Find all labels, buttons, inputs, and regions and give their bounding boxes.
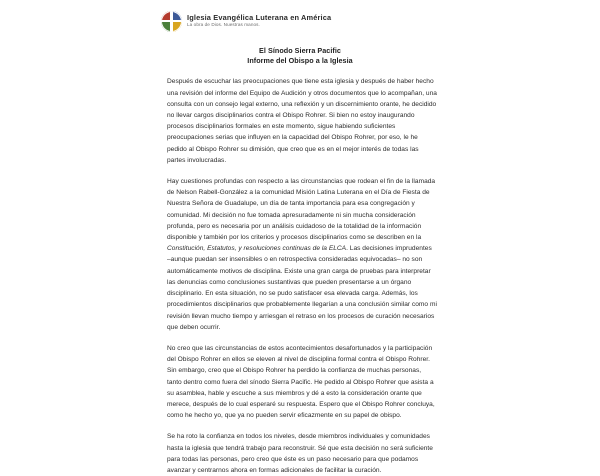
document-body bbox=[167, 76, 437, 476]
paragraph-2 bbox=[167, 176, 437, 333]
paragraph-1: Después de escuchar las preocupaciones que tiene esta iglesia y después de haber hecho una revisión del informe del Equipo de Audición y otros documentos que lo acompañan, una consulta con un consejo legal externo, una reflexión y un discernimiento orante, he decidido no llevar cargos disciplinarios contra el Obispo Rohrer. Si bien no estoy inaugurando procesos disciplinarios formales en este momento, sigue habiendo suficientes preocupaciones serias que influyen en la capacidad del Obispo Rohrer, por eso, le he pedido al Obispo Rohrer su dimisión, que creo que es en el mejor interés de todas las partes involucradas. bbox=[167, 78, 437, 164]
paragraph-4: Se ha roto la confianza en todos los niveles, desde miembros individuales y comunidades hasta la iglesia que tendrá trabajo para reconstruir. Sé que esta decisión no será suficiente para todas las personas, pero creo que éste es un paso necesario para que podamos avanzar y centrarnos ahora en formas adicionales de facilitar la curación. bbox=[167, 433, 433, 474]
paragraph-3: No creo que las circunstancias de estos acontecimientos desafortunados y la participación del Obispo Rohrer en ellos se eleven al nivel de disciplina formal contra el Obispo Rohrer. Sin embargo, creo que el Obispo Rohrer ha perdido la confianza de muchas personas, tanto dentro como fuera del sínodo Sierra Pacific. He pedido al Obispo Rohrer que asista a su asamblea, hable y escuche a sus miembros y dé a esto la consideración orante que merece, después de lo cual esperaré su respuesta. Espero que el Obispo Rohrer concluya, como he hecho yo, que ya no pueden servir eficazmente en su papel de obispo. bbox=[167, 344, 435, 420]
document-subtitle: Informe del Obispo a la Iglesia bbox=[247, 55, 353, 65]
paragraph-2-text-before-citation: Hay cuestiones profundas con respecto a las circunstancias que rodean el fin de la llamada de Nelson Rabell-González a la comunidad Misión Latina Luterana en el Día de Fiesta de Nuestra Señora de Guadalupe, un día de tanta importancia para esa congregación y comunidad. Mi decisión no fue tomada apresuradamente ni sin mucha consideración profunda, pero es necesaria por un análisis cuidadoso de la totalidad de la información disponible y también por los criterios y procesos disciplinarios como se describen en la bbox=[167, 178, 436, 242]
wordmark bbox=[187, 14, 331, 28]
elca-circle-cross-logo-icon bbox=[161, 11, 182, 32]
document-title: El Sínodo Sierra Pacific bbox=[259, 46, 341, 55]
logo-ring bbox=[161, 11, 182, 32]
organization-tagline: La obra de Dios. Nuestras manos. bbox=[187, 22, 260, 28]
organization-name: Iglesia Evangélica Luterana en América bbox=[187, 12, 332, 22]
paragraph-2-citation: Constitución, Estatutos, y resoluciones continuas de la ELCA bbox=[167, 245, 347, 253]
paragraph-2-text-after-citation: . Las decisiones imprudentes –aunque puedan ser insensibles o en retrospectiva consideradas equivocadas– no son automáticamente motivos de disciplina. Existe una gran carga de pruebas para interpretar las denuncias como conclusiones sustantivas que pueden presentarse a un órgano disciplinario. En esta situación, no se pudo satisfacer esa elevada carga. Además, los procedimientos disciplinarios que probablemente llegarían a una conclusión similar como mi revisión llevan mucho tiempo y arriesgan el retraso en los procesos de curación necesarios que deben ocurrir. bbox=[167, 245, 437, 331]
letterhead bbox=[0, 0, 600, 34]
title-block bbox=[0, 46, 600, 65]
